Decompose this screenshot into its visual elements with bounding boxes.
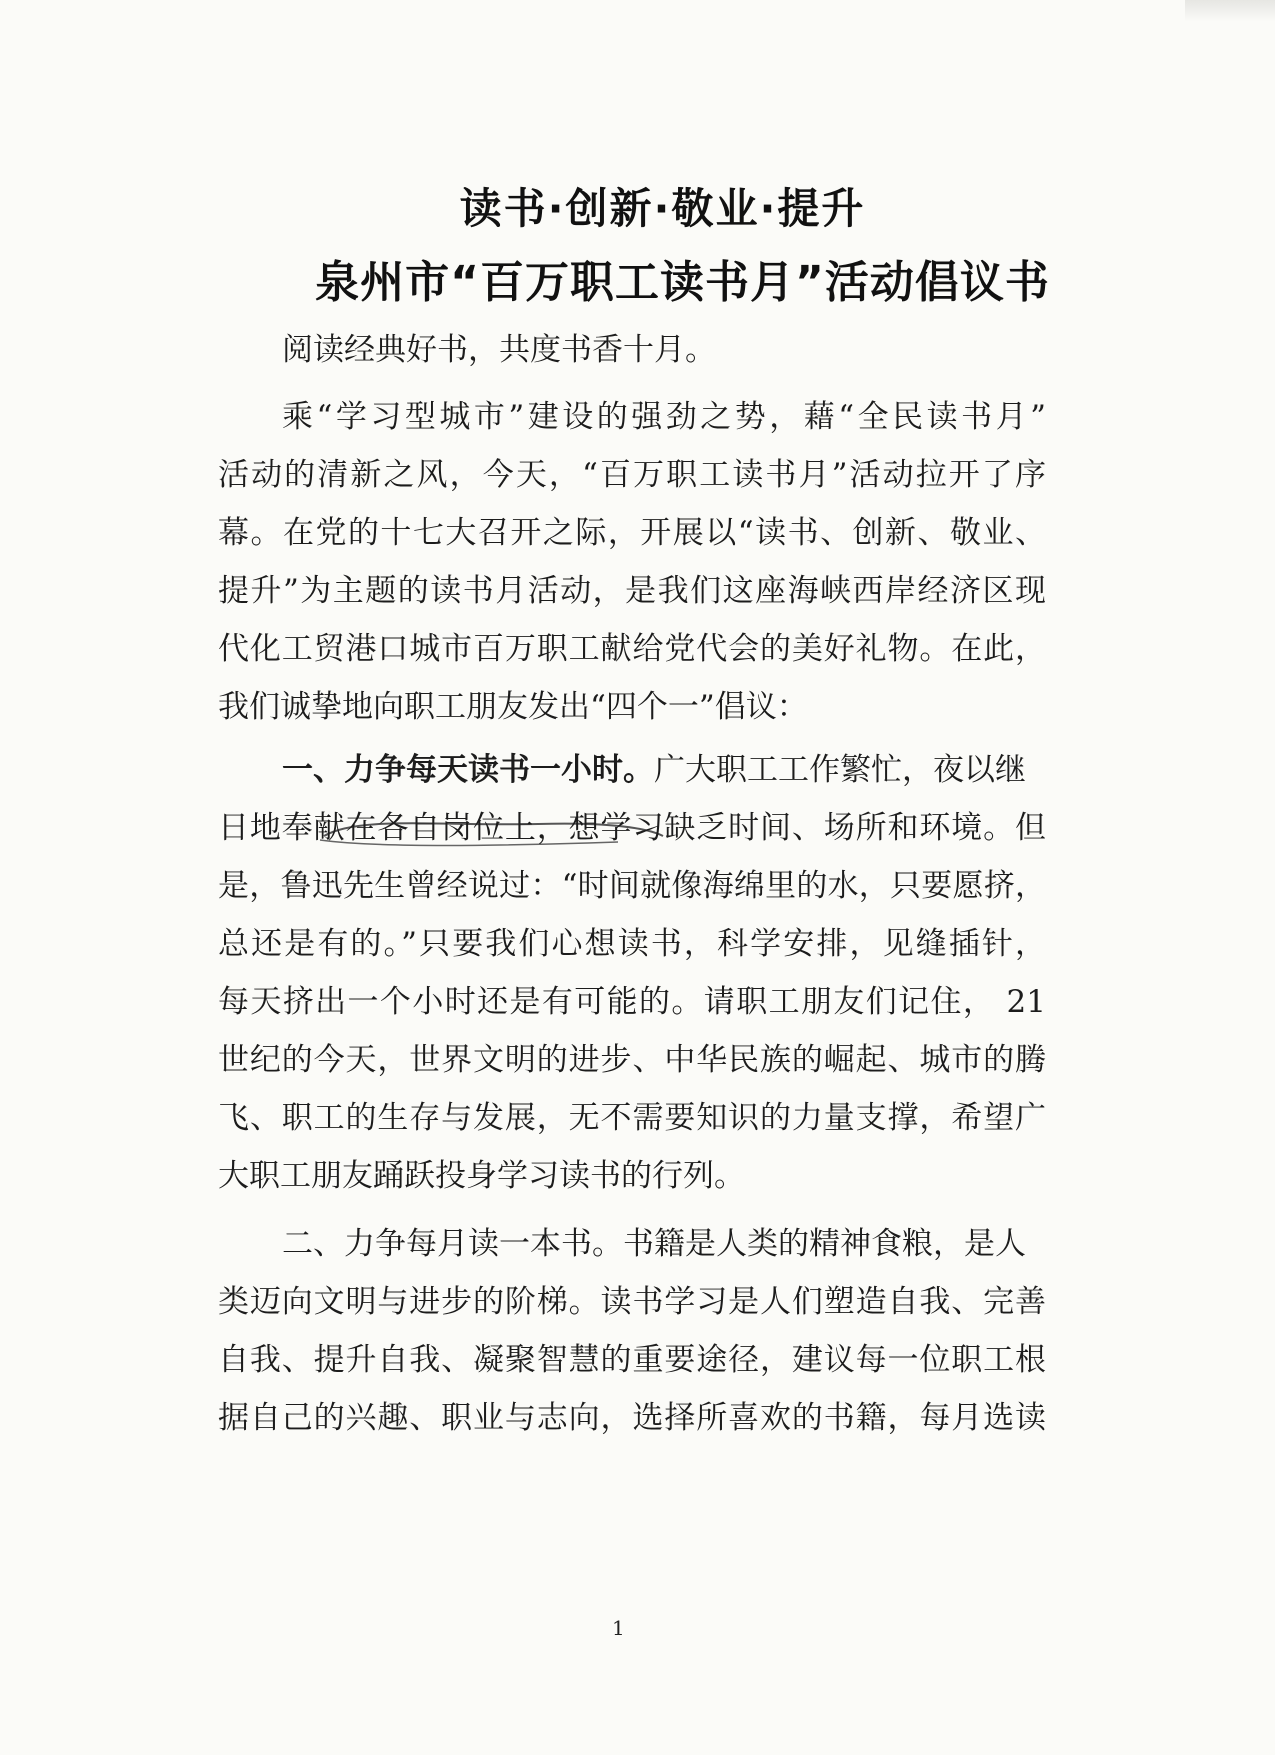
paragraph-1-line: 幕。在党的十七大召开之际，开展以“读书、创新、敬业、 [218, 515, 1046, 551]
item-2-line: 类迈向文明与进步的阶梯。读书学习是人们塑造自我、完善 [218, 1284, 1046, 1320]
scan-corner-shadow [1185, 0, 1275, 22]
opening-line: 阅读经典好书，共度书香十月。 [282, 332, 716, 368]
item-1-line: 飞、职工的生存与发展，无不需要知识的力量支撑，希望广 [218, 1100, 1046, 1136]
item-1-line: 每天挤出一个小时还是有可能的。请职工朋友们记住， 21 [218, 984, 1046, 1020]
paragraph-1-line: 活动的清新之风，今天，“百万职工读书月”活动拉开了序 [218, 457, 1046, 493]
title-line-2: 泉州市“百万职工读书月”活动倡议书 [315, 257, 1050, 308]
item-2-text-start: 书籍是人类的精神食粮，是人 [623, 1226, 1026, 1262]
item-1-line: 日地奉献在各自岗位上，想学习缺乏时间、场所和环境。但 [218, 810, 1046, 846]
item-1-heading: 一、力争每天读书一小时。 [282, 752, 654, 788]
paragraph-1-line: 乘“学习型城市”建设的强劲之势，藉“全民读书月” [282, 399, 1046, 435]
item-1-first-line [282, 750, 1026, 790]
item-1-text-start: 广大职工工作繁忙，夜以继 [654, 752, 1026, 788]
item-2-line: 自我、提升自我、凝聚智慧的重要途径，建议每一位职工根 [218, 1342, 1046, 1378]
paragraph-1-line: 我们诚挚地向职工朋友发出“四个一”倡议： [218, 689, 808, 725]
item-1-line: 大职工朋友踊跃投身学习读书的行列。 [218, 1158, 745, 1194]
item-2-line: 据自己的兴趣、职业与志向，选择所喜欢的书籍，每月选读 [218, 1400, 1046, 1436]
item-1-line: 总还是有的。”只要我们心想读书，科学安排，见缝插针， [218, 926, 1046, 962]
item-2-heading: 二、力争每月读一本书。 [282, 1226, 623, 1262]
item-2-first-line [282, 1224, 1026, 1264]
item-1-line: 是，鲁迅先生曾经说过：“时间就像海绵里的水，只要愿挤， [218, 868, 1046, 904]
paragraph-1-line: 代化工贸港口城市百万职工献给党代会的美好礼物。在此， [218, 631, 1046, 667]
item-1-line: 世纪的今天，世界文明的进步、中华民族的崛起、城市的腾 [218, 1042, 1046, 1078]
paragraph-1-line: 提升”为主题的读书月活动，是我们这座海峡西岸经济区现 [218, 573, 1046, 609]
page-number: 1 [612, 1616, 625, 1640]
title-line-1: 读书·创新·敬业·提升 [459, 184, 866, 233]
